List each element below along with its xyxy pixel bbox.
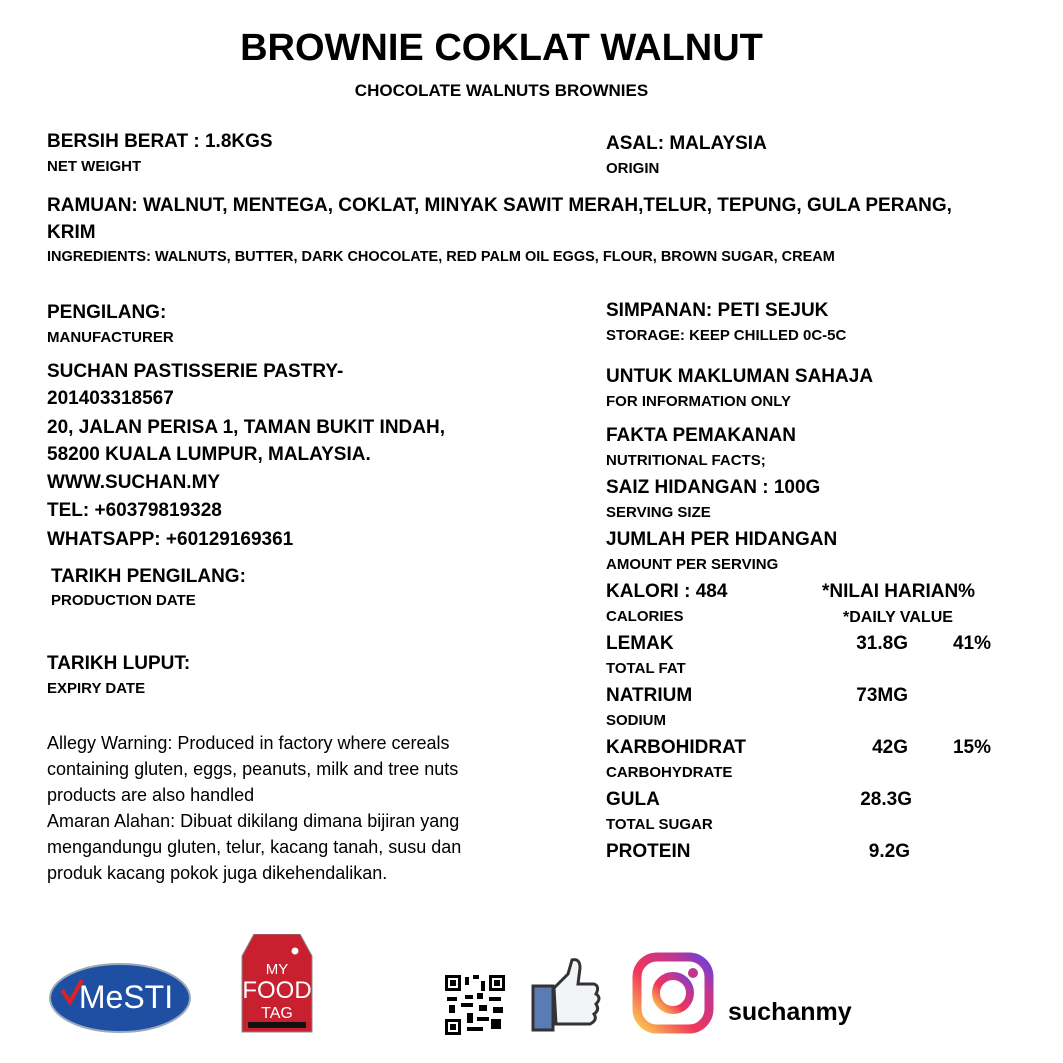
- daily-value-label: *NILAI HARIAN%: [822, 581, 976, 602]
- nutrient-sub: TOTAL SUGAR: [606, 816, 713, 833]
- calories-label: KALORI : 484: [606, 581, 728, 602]
- expiry-date-label: TARIKH LUPUT:: [47, 653, 191, 674]
- qr-code[interactable]: [445, 975, 505, 1035]
- nutrient-value: 42G: [872, 737, 908, 758]
- facts-sub: NUTRITIONAL FACTS;: [606, 452, 766, 469]
- instagram-handle[interactable]: suchanmy: [728, 998, 852, 1026]
- ingredients-line2: KRIM: [47, 222, 96, 243]
- svg-text:FOOD: FOOD: [242, 977, 312, 1004]
- nutrient-value: 28.3G: [860, 789, 912, 810]
- instagram-icon[interactable]: [632, 952, 714, 1034]
- product-title: BROWNIE COKLAT WALNUT: [240, 27, 763, 69]
- mesti-logo: [48, 962, 192, 1034]
- telephone: TEL: +60379819328: [47, 500, 222, 521]
- storage-sub: STORAGE: KEEP CHILLED 0C-5C: [606, 327, 847, 344]
- storage-label: SIMPANAN: PETI SEJUK: [606, 300, 829, 321]
- nutrient-label: LEMAK: [606, 633, 674, 654]
- nutrient-label: KARBOHIDRAT: [606, 737, 747, 758]
- nutrient-value: 31.8G: [856, 633, 908, 654]
- allergy-line: Allegy Warning: Produced in factory where cereals: [47, 733, 450, 753]
- facebook-like-icon[interactable]: [530, 956, 602, 1034]
- nutrient-value: 9.2G: [868, 841, 910, 862]
- info-label: UNTUK MAKLUMAN SAHAJA: [606, 366, 874, 387]
- ingredients-sub: INGREDIENTS: WALNUTS, BUTTER, DARK CHOCOLATE, RED PALM OIL EGGS, FLOUR, BROWN SUGAR, CREAM: [47, 249, 835, 265]
- svg-text:TAG: TAG: [261, 1005, 293, 1022]
- nutrient-label: GULA: [606, 789, 660, 810]
- origin: ASAL: MALAYSIA: [606, 133, 767, 154]
- manufacturer-label: PENGILANG:: [47, 302, 167, 323]
- facts-label: FAKTA PEMAKANAN: [606, 425, 796, 446]
- manufacturer-line: 201403318567: [47, 388, 174, 409]
- amount-label: JUMLAH PER HIDANGAN: [606, 529, 838, 550]
- calories-sub: CALORIES: [606, 608, 684, 625]
- mesti-text: MeSTI: [78, 979, 174, 1015]
- ingredients-line1: RAMUAN: WALNUT, MENTEGA, COKLAT, MINYAK SAWIT MERAH,TELUR, TEPUNG, GULA PERANG,: [47, 195, 952, 216]
- net-weight: BERSIH BERAT : 1.8KGS: [47, 131, 273, 152]
- daily-value-sub: *DAILY VALUE: [843, 609, 953, 626]
- production-date-label: TARIKH PENGILANG:: [51, 566, 246, 587]
- allergy-line: products are also handled: [47, 785, 255, 805]
- svg-text:MY: MY: [265, 961, 289, 978]
- amount-sub: AMOUNT PER SERVING: [606, 556, 779, 573]
- manufacturer-sub: MANUFACTURER: [47, 329, 174, 346]
- allergy-line: Amaran Alahan: Dibuat dikilang dimana bijiran yang: [47, 811, 460, 831]
- website: WWW.SUCHAN.MY: [47, 472, 221, 493]
- net-weight-sub: NET WEIGHT: [47, 158, 142, 175]
- manufacturer-line: SUCHAN PASTISSERIE PASTRY-: [47, 361, 344, 382]
- nutrient-label: PROTEIN: [606, 841, 691, 862]
- myfoodtag-logo: [240, 934, 314, 1034]
- origin-sub: ORIGIN: [606, 160, 660, 177]
- manufacturer-line: 58200 KUALA LUMPUR, MALAYSIA.: [47, 444, 371, 465]
- allergy-line: mengandungu gluten, telur, kacang tanah, susu dan: [47, 837, 462, 857]
- nutrient-pct: 41%: [952, 633, 991, 654]
- nutrient-sub: CARBOHYDRATE: [606, 764, 733, 781]
- allergy-line: produk kacang pokok juga dikehendalikan.: [47, 863, 388, 883]
- nutrient-label: NATRIUM: [606, 685, 693, 706]
- product-subtitle: CHOCOLATE WALNUTS BROWNIES: [354, 81, 649, 100]
- nutrient-value: 73MG: [856, 685, 908, 706]
- serving-label: SAIZ HIDANGAN : 100G: [606, 477, 821, 498]
- manufacturer-line: 20, JALAN PERISA 1, TAMAN BUKIT INDAH,: [47, 417, 445, 438]
- allergy-line: containing gluten, eggs, peanuts, milk and tree nuts: [47, 759, 459, 779]
- info-sub: FOR INFORMATION ONLY: [606, 393, 791, 410]
- production-date-sub: PRODUCTION DATE: [51, 592, 196, 609]
- serving-sub: SERVING SIZE: [606, 504, 711, 521]
- expiry-date-sub: EXPIRY DATE: [47, 680, 146, 697]
- whatsapp: WHATSAPP: +60129169361: [47, 529, 294, 550]
- nutrient-pct: 15%: [952, 737, 991, 758]
- nutrient-sub: SODIUM: [606, 712, 666, 729]
- nutrient-sub: TOTAL FAT: [606, 660, 686, 677]
